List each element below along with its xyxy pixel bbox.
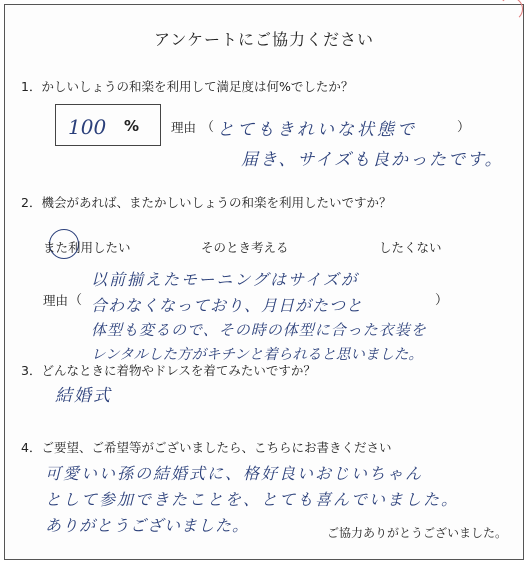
q2-close-paren: ） (435, 293, 449, 308)
q1-reason-label: 理由 (171, 120, 197, 135)
q2-reason-line2: 合わなくなっており、月日がたつと (91, 296, 364, 315)
q2-reason-label: 理由 (43, 293, 69, 308)
q2-option-consider[interactable]: そのとき考える (201, 240, 289, 255)
satisfaction-box (55, 104, 161, 146)
q2-reason-line4: レンタルした方がキチンと着られると思いました。 (91, 347, 423, 363)
q2-option-no[interactable]: したくない (379, 240, 442, 255)
q2-option-again[interactable]: また利用したい (43, 240, 131, 255)
q1-question: 1．かしいしょうの和楽を利用して満足度は何%でしたか？ (21, 79, 354, 94)
survey-title: アンケートにご協力ください (153, 30, 375, 49)
q4-answer-line3: ありがとうございました。 (45, 516, 250, 535)
satisfaction-value: 100 (68, 115, 107, 139)
thanks-note: ご協力ありがとうございました。 (327, 526, 508, 540)
q2-open-paren: （ (69, 293, 83, 308)
q2-reason-line1: 以前揃えたモーニングはサイズが (91, 270, 359, 289)
corner-mark (499, 0, 523, 21)
q4-answer-line2: として参加できたことを、とても喜んでいました。 (45, 490, 460, 509)
q3-answer: 結婚式 (55, 386, 112, 406)
q1-open-paren: （ (201, 120, 215, 135)
q2-question: 2．機会があれば、またかしいしょうの和楽を利用したいですか？ (21, 195, 392, 210)
q2-reason-line3: 体型も変るので、その時の体型に合った衣装を (91, 321, 427, 339)
q1-reason-line2: 届き、サイズも良かったです。 (241, 150, 504, 170)
survey-sheet (4, 4, 524, 560)
satisfaction-unit: % (124, 117, 140, 135)
q1-close-paren: ） (457, 120, 471, 135)
q4-question: 4．ご要望、ご希望等がございましたら、こちらにお書きください (21, 440, 392, 455)
q3-question: 3．どんなときに着物やドレスを着てみたいですか？ (21, 363, 316, 378)
q4-answer-line1: 可愛いい孫の結婚式に、格好良いおじいちゃん (45, 464, 424, 483)
q1-reason-line1: とてもきれいな状態で (217, 120, 417, 140)
